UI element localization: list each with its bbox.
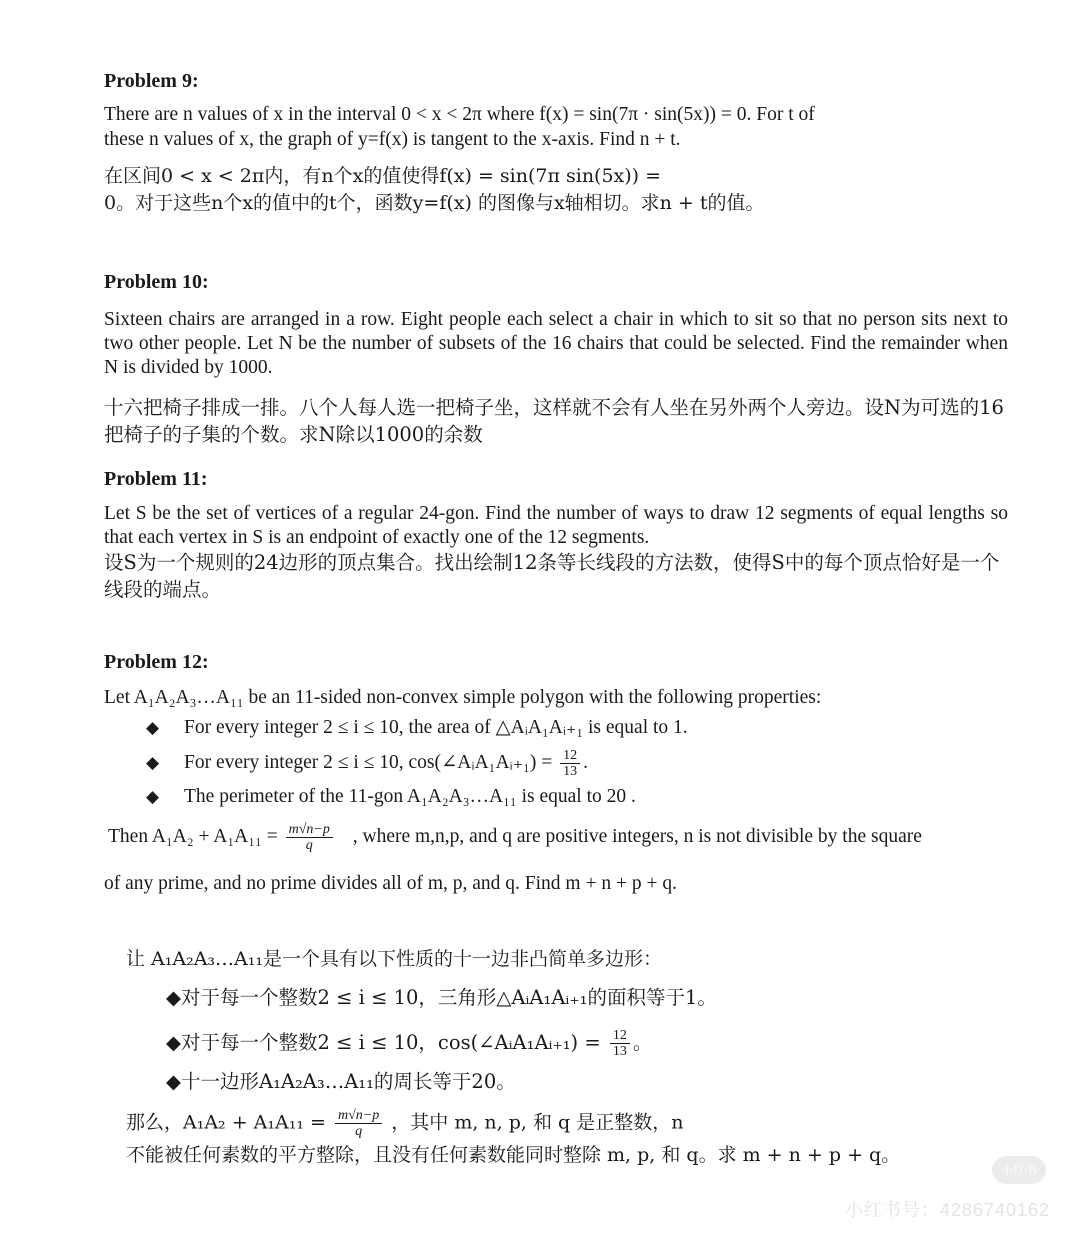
bullet-text: The perimeter of the 11-gon A₁A₂A₃…A₁₁ is equal to 20 . xyxy=(184,786,636,807)
problem-12-chinese-then-line xyxy=(126,1108,683,1139)
diamond-bullet-icon: ◆ xyxy=(146,752,160,772)
problem-12-then-line xyxy=(108,822,922,853)
bullet-text: For every integer 2 ≤ i ≤ 10, cos(∠AᵢA₁Aᵢ₊₁) = xyxy=(184,751,553,773)
problem-12-final-line: of any prime, and no prime divides all of m, p, and q. Find m + n + p + q. xyxy=(104,873,677,894)
fraction-numerator: 12 xyxy=(560,748,580,764)
fraction-12-13 xyxy=(560,748,580,779)
problem-12-chinese-bullet-3: ◆十一边形A₁A₂A₃…A₁₁的周长等于20。 xyxy=(166,1070,516,1093)
problem-9-english-line-1: There are n values of x in the interval 0 < x < 2π where f(x) = sin(7π · sin(5x)) = 0. For t of xyxy=(104,104,815,125)
fraction-denominator: q xyxy=(355,1124,363,1139)
then-conditions: ，其中 m, n, p, 和 q 是正整数，n xyxy=(391,1111,684,1134)
fraction-m-root-n-minus-p-over-q xyxy=(286,822,333,853)
problem-11-heading: Problem 11: xyxy=(104,468,208,490)
problem-12-chinese-final-line: 不能被任何素数的平方整除，且没有任何素数能同时整除 m, p, 和 q。求 m + n + p + q。 xyxy=(126,1144,901,1166)
diamond-bullet-icon: ◆ xyxy=(146,718,160,737)
problem-11-chinese: 设S为一个规则的24边形的顶点集合。找出绘制12条等长线段的方法数，使得S中的每个顶点恰好是一个线段的端点。 xyxy=(104,551,1000,601)
problem-12-chinese-bullet-1: ◆对于每一个整数2 ≤ i ≤ 10，三角形△AᵢA₁Aᵢ₊₁的面积等于1。 xyxy=(166,986,717,1009)
problem-9-chinese-line-2: 0。对于这些n个x的值中的t个，函数y=f(x) 的图像与x轴相切。求n + t的值。 xyxy=(104,192,765,214)
fraction-numerator: m√n−p xyxy=(335,1108,382,1124)
then-expression: 那么，A₁A₂ + A₁A₁₁ = xyxy=(126,1111,326,1134)
problem-9-english-line-2: these n values of x, the graph of y=f(x) is tangent to the x-axis. Find n + t. xyxy=(104,129,681,150)
bullet-text: For every integer 2 ≤ i ≤ 10, the area of △AᵢA₁Aᵢ₊₁ is equal to 1. xyxy=(184,717,688,738)
problem-12-intro: Let A₁A₂A₃…A₁₁ be an 11-sided non-convex simple polygon with the following properties: xyxy=(104,687,822,708)
bullet-text: ◆对于每一个整数2 ≤ i ≤ 10，cos(∠AᵢA₁Aᵢ₊₁) = xyxy=(166,1031,601,1054)
fraction-denominator: 13 xyxy=(612,1044,627,1059)
problem-12-chinese-bullet-2: ◆对于每一个整数2 ≤ i ≤ 10，cos(∠AᵢA₁Aᵢ₊₁) = $\frac{12}{13}$ 。 xyxy=(166,1028,653,1059)
problem-10-heading: Problem 10: xyxy=(104,271,209,293)
then-conditions: , where m,n,p, and q are positive integers, n is not divisible by the square xyxy=(352,825,922,847)
watermark-id: 小红书号：4286740162 xyxy=(844,1200,1050,1220)
fraction-denominator: q xyxy=(305,838,313,853)
problem-12-bullet-3 xyxy=(146,785,636,809)
problem-12-bullet-1 xyxy=(146,716,688,740)
problem-10-english: Sixteen chairs are arranged in a row. Eight people each select a chair in which to sit so that no person sits next to two other people. Let N be the number of subsets of the 16 chairs that could be selected. Find the remainder when N is divided by 1000. xyxy=(104,309,1008,378)
then-expression: Then A₁A₂ + A₁A₁₁ = xyxy=(108,825,278,847)
fraction-numerator: m√n−p xyxy=(286,822,333,838)
problem-9-heading: Problem 9: xyxy=(104,70,199,92)
fraction-denominator: 13 xyxy=(563,764,578,779)
watermark-badge: 小红书 xyxy=(992,1156,1046,1184)
diamond-bullet-icon: ◆ xyxy=(146,787,160,806)
problem-10-chinese: 十六把椅子排成一排。八个人每人选一把椅子坐，这样就不会有人坐在另外两个人旁边。设N为可选的16把椅子的子集的个数。求N除以1000的余数 xyxy=(104,396,1004,446)
problem-12-chinese-intro: 让 A₁A₂A₃…A₁₁是一个具有以下性质的十一边非凸简单多边形： xyxy=(126,948,663,970)
problem-12-heading: Problem 12: xyxy=(104,651,209,673)
problem-12-bullet-2: ◆ For every integer 2 ≤ i ≤ 10, cos(∠AᵢA₁Aᵢ₊₁) = $\frac{12}{13}$ . xyxy=(146,748,588,779)
problem-9-chinese-line-1: 在区间0 < x < 2π内，有n个x的值使得f(x) = sin(7π sin(5x)) = xyxy=(104,165,662,187)
fraction-m-root-n-minus-p-over-q xyxy=(335,1108,382,1139)
fraction-numerator: 12 xyxy=(610,1028,630,1044)
problem-11-english: Let S be the set of vertices of a regular 24-gon. Find the number of ways to draw 12 segments of equal lengths so that each vertex in S is an endpoint of exactly one of the 12 segments. xyxy=(104,503,1008,548)
fraction-12-13 xyxy=(610,1028,630,1059)
